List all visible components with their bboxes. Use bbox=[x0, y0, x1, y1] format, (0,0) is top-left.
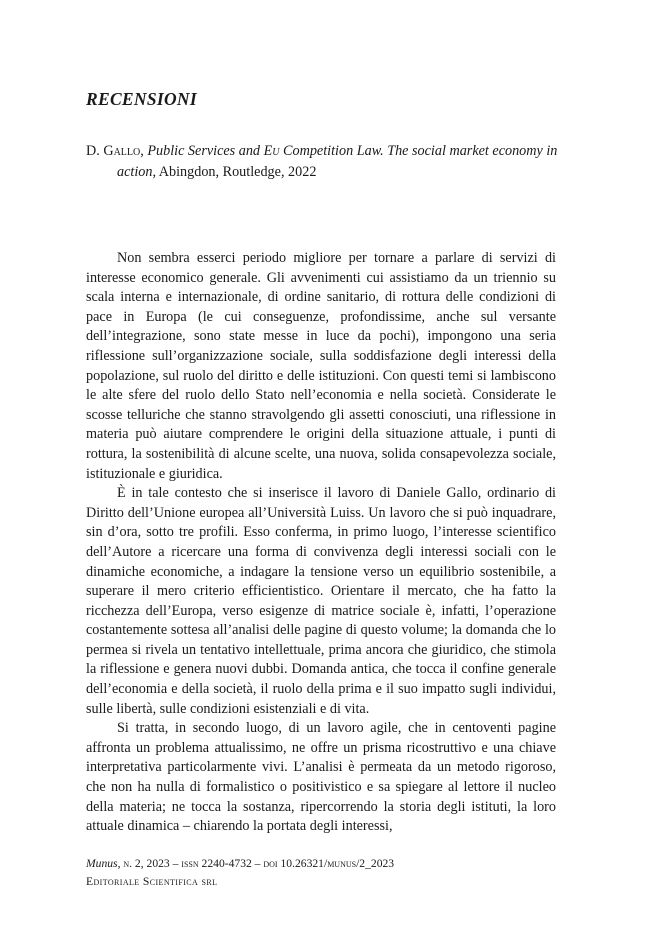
bibliographic-citation bbox=[86, 141, 593, 183]
author-surname: Gallo bbox=[103, 143, 141, 159]
journal-name: Munus bbox=[86, 857, 118, 870]
issue-info: , n. 2, 2023 – issn 2240-4732 – doi 10.26321/munus/2_2023 bbox=[117, 857, 395, 870]
citation-separator: , bbox=[140, 143, 148, 159]
paragraph: È in tale contesto che si inserisce il lavoro di Daniele Gallo, ordinario di Diritto dell’Unione europea all’Università Luiss. Un lavoro che si può inquadrare, sin d’ora, sotto tre profili. Esso conferma, in primo luogo, l’interesse scientifico dell’Autore a ricercare una forma di convivenza degli interessi sociali con le dinamiche economiche, a indagare la tensione verso un equilibrio sostenibile, a superare il mero criterio efficientistico. Orientare il mercato, che ha fatto la ricchezza dell’Europa, verso esigenze di matrice sociale è, infatti, l’operazione costantemente sottesa all’analisi delle pagine di questo volume; la domanda che lo permea si rivela un tentativo intellettuale, prima ancora che giuridico, che stimola la riflessione e genera nuovi dubbi. Domanda antica, che tocca il confine generale dell’economia e della società, il ruolo della prima e il suo impatto sugli individui, sulle libertà, sulle condizioni esistenziali e di vita. bbox=[86, 485, 556, 717]
book-title-part2: Competition Law. The social market economy in action bbox=[117, 143, 558, 180]
review-body bbox=[86, 249, 556, 837]
book-title-part1: Public Services and bbox=[147, 143, 264, 159]
author-initial: D. bbox=[86, 143, 104, 159]
journal-reference bbox=[86, 855, 556, 873]
paragraph: Si tratta, in secondo luogo, di un lavoro agile, che in centoventi pagine affronta un problema attualissimo, ne offre un prisma ricostruttivo e una chiave interpretativa particolarmente vivi. L’analisi è permeata da un metodo rigoroso, che non ha nulla di formalistico o positivistico e sa spiegare al lettore il nucleo della materia; ne tocca la sostanza, ripercorrendo la storia degli istituti, la loro attuale dinamica – chiarendo la portata degli interessi, bbox=[86, 720, 556, 835]
section-title: RECENSIONI bbox=[86, 89, 197, 109]
book-title-eu: Eu bbox=[263, 143, 280, 159]
publisher: Editoriale Scientifica srl bbox=[86, 874, 218, 888]
publication-info: , Abingdon, Routledge, 2022 bbox=[152, 164, 317, 180]
page-footer bbox=[86, 855, 556, 890]
paragraph: Non sembra esserci periodo migliore per tornare a parlare di servizi di interesse economico generale. Gli avvenimenti cui assistiamo da un triennio su scala interna e internazionale, di ordine sanitario, di rottura delle condizioni di pace in Europa (le cui conseguenze, profondissime, anche sul versante dell’integrazione, sono state messe in luce da pochi), impongono una seria riflessione sull’organizzazione sociale, sulla soddisfazione degli interessi della popolazione, sul ruolo del diritto e delle istituzioni. Con questi temi si lambiscono le alte sfere del ruolo dello Stato nell’economia e nella società. Considerate le scosse telluriche che stanno stravolgendo gli assetti conosciuti, una riflessione in materia può aiutare comprendere le origini della situazione attuale, i punti di rottura, la sostenibilità di alcune scelte, una nuova, solida consapevolezza sociale, istituzionale e giuridica. bbox=[86, 250, 556, 482]
